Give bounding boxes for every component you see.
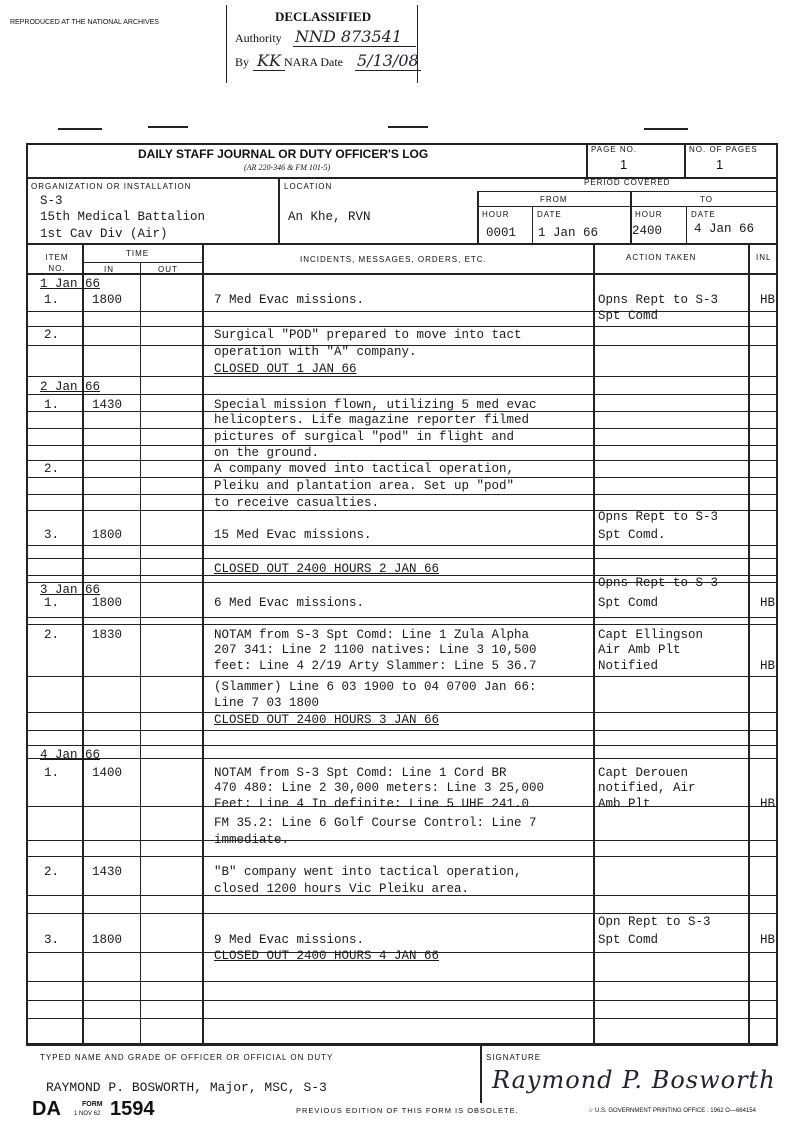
- time-in: 1800: [92, 528, 123, 542]
- time-in: 1430: [92, 865, 123, 879]
- incident-text: feet: Line 4 2/19 Arty Slammer: Line 5 36.7: [214, 659, 537, 673]
- initials: HB: [760, 293, 776, 307]
- to-hour-label: HOUR: [635, 210, 663, 219]
- incident-text: pictures of surgical "pod" in flight and: [214, 430, 515, 444]
- ruled-line: [26, 311, 778, 312]
- org-line1: S-3: [40, 194, 63, 208]
- initials: HB: [760, 596, 776, 610]
- incident-text: FM 35.2: Line 6 Golf Course Control: Line 7: [214, 816, 537, 830]
- incident-text: Feet: Line 4 In definite: Line 5 UHF 241.0: [214, 797, 530, 811]
- time-out-header: OUT: [158, 265, 178, 274]
- incident-text: on the ground.: [214, 446, 320, 460]
- incident-text: closed 1200 hours Vic Pleiku area.: [214, 882, 470, 896]
- action-taken: Opns Rept to S-3: [598, 293, 719, 307]
- action-taken: Capt Derouen: [598, 766, 689, 780]
- ruled-line: [26, 840, 778, 841]
- initials: HB: [760, 933, 776, 947]
- incident-text: 470 480: Line 2 30,000 meters: Line 3 25,000: [214, 781, 545, 795]
- ruled-line: [26, 730, 778, 731]
- form-label: FORM: [82, 1101, 103, 1108]
- incident-text: A company moved into tactical operation,: [214, 462, 515, 476]
- location-label: LOCATION: [284, 182, 333, 191]
- action-taken: Capt Ellingson: [598, 628, 704, 642]
- signature: Raymond P. Bosworth: [492, 1066, 776, 1094]
- typed-name-label: TYPED NAME AND GRADE OF OFFICER OR OFFICIAL ON DUTY: [40, 1053, 334, 1062]
- ruled-line: [26, 617, 778, 618]
- time-in: 1830: [92, 628, 123, 642]
- time-in: 1800: [92, 596, 123, 610]
- ruled-line: [26, 1018, 778, 1019]
- officer-name: RAYMOND P. BOSWORTH, Major, MSC, S-3: [46, 1080, 327, 1095]
- signature-label: SIGNATURE: [486, 1053, 542, 1062]
- to-date-label: DATE: [691, 210, 716, 219]
- item-no: 2.: [44, 328, 60, 342]
- ruled-line: [26, 477, 778, 478]
- form-date: 1 NOV 62: [74, 1111, 101, 1117]
- item-no: 1.: [44, 766, 60, 780]
- form-title: DAILY STAFF JOURNAL OR DUTY OFFICER'S LOG: [138, 147, 429, 161]
- stamp-nara-label: NARA Date: [284, 55, 343, 69]
- ruled-line: [26, 428, 778, 429]
- stamp-nara-value: 5/13/08: [357, 51, 419, 70]
- initials: HB: [760, 797, 776, 811]
- incident-text: CLOSED OUT 2400 HOURS 2 JAN 66: [214, 562, 440, 576]
- ruled-line: [26, 545, 778, 546]
- ruled-line: [26, 494, 778, 495]
- action-taken: Amb Plt: [598, 797, 651, 811]
- action-taken: Notified: [598, 659, 659, 673]
- incident-text: 6 Med Evac missions.: [214, 596, 365, 610]
- form-subtitle: (AR 220-346 & FM 101-5): [244, 163, 331, 172]
- stamp-authority-label: Authority: [235, 31, 282, 45]
- stamp-by-value: KK: [253, 51, 285, 71]
- time-in-header: IN: [104, 265, 114, 274]
- da-mark: DA: [32, 1098, 61, 1120]
- ruled-line: [26, 1000, 778, 1001]
- no-pages: 1: [716, 157, 724, 172]
- ruled-line: [26, 745, 778, 746]
- action-taken: Air Amb Plt: [598, 643, 681, 657]
- action-taken: Spt Comd: [598, 933, 659, 947]
- action-taken: Opns Rept to S-3: [598, 576, 719, 590]
- initials: HB: [760, 659, 776, 673]
- ruled-line: [26, 981, 778, 982]
- incident-text: 207 341: Line 2 1100 natives: Line 3 10,500: [214, 643, 537, 657]
- form-number: 1594: [110, 1098, 155, 1120]
- incident-text: operation with "A" company.: [214, 345, 417, 359]
- incident-text: Pleiku and plantation area. Set up "pod": [214, 479, 515, 493]
- incidents-header: INCIDENTS, MESSAGES, ORDERS, ETC.: [300, 255, 487, 264]
- time-in: 1800: [92, 293, 123, 307]
- archive-note: REPRODUCED AT THE NATIONAL ARCHIVES: [10, 19, 159, 26]
- item-no: 3 Jan 66: [40, 583, 101, 597]
- from-date-label: DATE: [537, 210, 562, 219]
- punch-mark: [148, 126, 188, 128]
- item-no: 2.: [44, 865, 60, 879]
- time-in: 1430: [92, 398, 123, 412]
- incident-text: CLOSED OUT 2400 HOURS 3 JAN 66: [214, 713, 440, 727]
- incident-text: immediate.: [214, 833, 290, 847]
- incident-text: Special mission flown, utilizing 5 med evac: [214, 398, 537, 412]
- ruled-line: [26, 624, 778, 625]
- time-header: TIME: [126, 249, 150, 258]
- item-no: 3.: [44, 933, 60, 947]
- no-pages-label: NO. OF PAGES: [689, 145, 758, 154]
- ruled-line: [26, 460, 778, 461]
- ruled-line: [26, 913, 778, 914]
- from-hour: 0001: [486, 226, 517, 240]
- action-taken: notified, Air: [598, 781, 696, 795]
- log-form: [26, 143, 778, 1046]
- action-taken: Spt Comd.: [598, 528, 666, 542]
- item-no-header: ITEM NO.: [45, 253, 69, 273]
- inl-header: INL: [756, 253, 772, 262]
- incident-text: 15 Med Evac missions.: [214, 528, 372, 542]
- punch-mark: [388, 126, 428, 128]
- to-date: 4 Jan 66: [694, 222, 755, 236]
- item-no: 4 Jan 66: [40, 748, 101, 762]
- from-label: FROM: [540, 195, 568, 204]
- stamp-by-label: By: [235, 55, 250, 69]
- org-line2: 15th Medical Battalion: [40, 210, 206, 224]
- incident-text: 9 Med Evac missions.: [214, 933, 365, 947]
- incident-text: Line 7 03 1800: [214, 696, 320, 710]
- action-header: ACTION TAKEN: [626, 253, 697, 262]
- org-label: ORGANIZATION OR INSTALLATION: [31, 182, 192, 191]
- punch-mark: [58, 128, 102, 130]
- item-no: 1.: [44, 398, 60, 412]
- period-label: PERIOD COVERED: [584, 178, 671, 187]
- incident-text: (Slammer) Line 6 03 1900 to 04 0700 Jan 66:: [214, 680, 537, 694]
- gpo-note: ☆ U.S. GOVERNMENT PRINTING OFFICE : 1962 O—664154: [588, 1108, 756, 1114]
- incident-text: 7 Med Evac missions.: [214, 293, 365, 307]
- org-line3: 1st Cav Div (Air): [40, 227, 168, 241]
- incident-text: "B" company went into tactical operation,: [214, 865, 522, 879]
- item-no: 2.: [44, 462, 60, 476]
- ruled-line: [26, 376, 778, 377]
- to-label: TO: [700, 195, 713, 204]
- page-no-label: PAGE NO.: [591, 145, 638, 154]
- incident-text: NOTAM from S-3 Spt Comd: Line 1 Zula Alpha: [214, 628, 530, 642]
- from-date: 1 Jan 66: [538, 226, 599, 240]
- ruled-line: [26, 758, 778, 759]
- ruled-line: [26, 856, 778, 857]
- action-taken: Opns Rept to S-3: [598, 510, 719, 524]
- ruled-line: [26, 394, 778, 395]
- ruled-line: [26, 558, 778, 559]
- incident-text: CLOSED OUT 2400 HOURS 4 JAN 66: [214, 949, 440, 963]
- ruled-line: [26, 326, 778, 327]
- action-taken: Opn Rept to S-3: [598, 915, 711, 929]
- ruled-line: [26, 676, 778, 677]
- item-no: 1.: [44, 596, 60, 610]
- incident-text: NOTAM from S-3 Spt Comd: Line 1 Cord BR: [214, 766, 507, 780]
- to-hour: 2400: [632, 224, 663, 238]
- incident-text: to receive casualties.: [214, 496, 380, 510]
- item-no: 1.: [44, 293, 60, 307]
- item-no: 1 Jan 66: [40, 277, 101, 291]
- action-taken: Spt Comd: [598, 309, 659, 323]
- page-no: 1: [620, 157, 628, 172]
- time-in: 1800: [92, 933, 123, 947]
- incident-text: Surgical "POD" prepared to move into tact: [214, 328, 522, 342]
- from-hour-label: HOUR: [482, 210, 510, 219]
- time-in: 1400: [92, 766, 123, 780]
- item-no: 3.: [44, 528, 60, 542]
- location-value: An Khe, RVN: [288, 210, 371, 224]
- stamp-title: DECLASSIFIED: [275, 9, 372, 24]
- action-taken: Spt Comd: [598, 596, 659, 610]
- stamp-authority-value: NND 873541: [293, 27, 416, 47]
- declassified-stamp: [226, 5, 418, 83]
- ruled-line: [26, 445, 778, 446]
- incident-text: CLOSED OUT 1 JAN 66: [214, 362, 357, 376]
- punch-mark: [644, 128, 688, 130]
- obsolete-notice: PREVIOUS EDITION OF THIS FORM IS OBSOLETE.: [296, 1106, 519, 1115]
- item-no: 2.: [44, 628, 60, 642]
- item-no: 2 Jan 66: [40, 380, 101, 394]
- incident-text: helicopters. Life magazine reporter filmed: [214, 413, 530, 427]
